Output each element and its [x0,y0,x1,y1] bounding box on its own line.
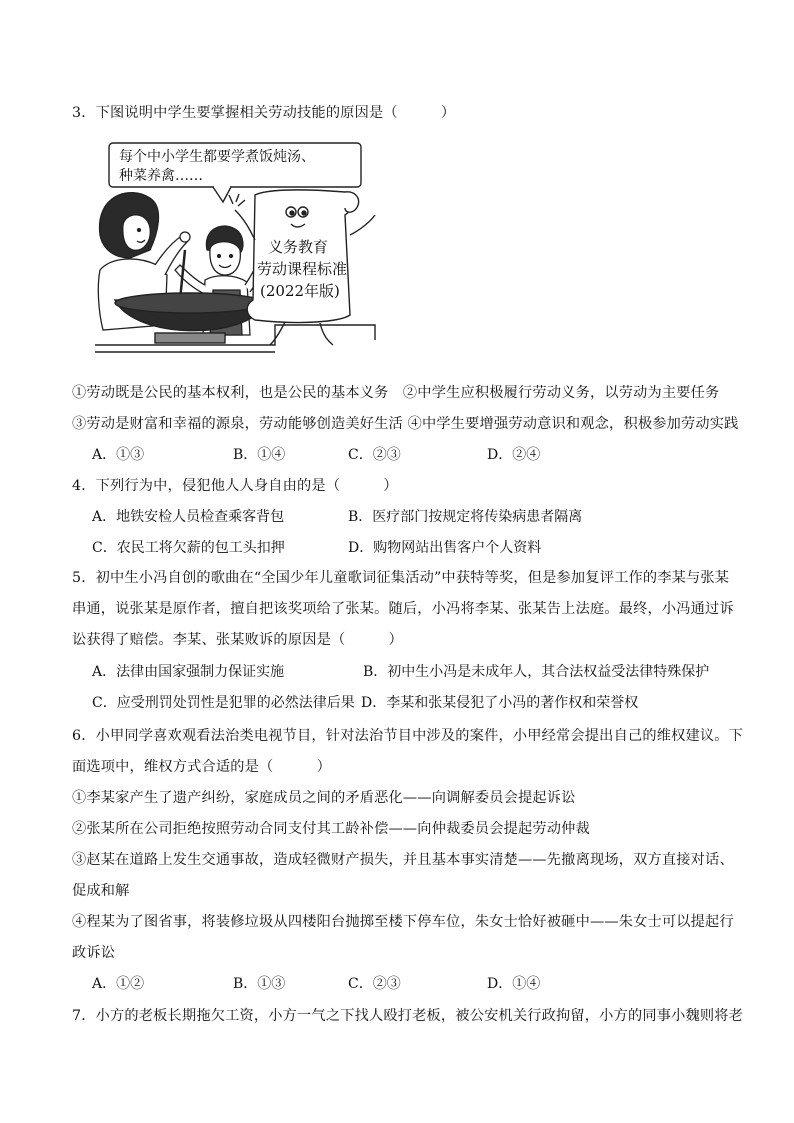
scroll-line-1: 义务教育 [268,238,329,256]
q5-option-d[interactable]: D．李某和张某侵犯了小冯的著作权和荣誉权 [361,695,639,711]
q6-option-d[interactable]: D．①④ [487,976,541,992]
q6-stem-line-2: 面选项中，维权方式合适的是（ ） [72,759,331,775]
q5-option-c[interactable]: C．应受刑罚处罚性是犯罪的必然法律后果 [92,695,355,711]
q5-option-a[interactable]: A．法律由国家强制力保证实施 [92,664,285,680]
speech-line-1: 每个中小学生都要学煮饭炖汤、 [119,149,315,165]
q6-stem-line-1: 6．小甲同学喜欢观看法治类电视节目，针对法治节目中涉及的案件，小甲经常会提出自己的维权建议。下 [72,728,744,744]
q3-illustration [95,140,380,362]
q6-item-4-line-2: 政诉讼 [72,945,116,961]
speech-line-2: 种菜养禽…… [119,168,203,184]
q3-option-d[interactable]: D．②④ [487,447,541,463]
curriculum-scroll [229,190,375,345]
q4-option-a[interactable]: A．地铁安检人员检查乘客背包 [92,509,285,525]
q6-item-4-line-1: ④程某为了图省事，将装修垃圾从四楼阳台抛掷至楼下停车位，朱女士恰好被砸中——朱女士可以提起行 [72,914,734,930]
q6-option-a[interactable]: A．①② [92,976,145,992]
q3-statements-3-4: ③劳动是财富和幸福的源泉，劳动能够创造美好生活 ④中学生要增强劳动意识和观念，积极参加劳动实践 [72,416,739,432]
q6-item-3-line-2: 促成和解 [72,883,130,899]
q4-option-c[interactable]: C．农民工将欠薪的包工头扣押 [92,540,285,556]
q6-item-3-line-1: ③赵某在道路上发生交通事故，造成轻微财产损失，并且基本事实清楚——先撤离现场，双方直接对话、 [72,852,734,868]
q4-stem: 4．下列行为中，侵犯他人人身自由的是（ ） [72,478,398,494]
q4-option-d[interactable]: D．购物网站出售客户个人资料 [348,540,542,556]
q6-option-c[interactable]: C．②③ [348,976,401,992]
q5-stem-line-2: 串通，说张某是原作者，擅自把该奖项给了张某。随后，小冯将李某、张某告上法庭。最终，小冯通过诉 [72,601,734,617]
q5-option-b[interactable]: B．初中生小冯是未成年人，其合法权益受法律特殊保护 [363,664,710,680]
q5-stem-line-1: 5．初中生小冯自创的歌曲在“全国少年儿童歌词征集活动”中获特等奖，但是参加复评工作的李某与张某 [72,570,730,586]
q4-option-b[interactable]: B．医疗部门按规定将传染病患者隔离 [348,509,583,525]
scroll-line-3: (2022年版) [260,282,340,300]
q3-statements-1-2: ①劳动既是公民的基本权利，也是公民的基本义务 ②中学生应积极履行劳动义务，以劳动为主要任务 [72,385,720,401]
q6-item-2: ②张某所在公司拒绝按照劳动合同支付其工龄补偿——向仲裁委员会提起劳动仲裁 [72,821,590,837]
scroll-line-2: 劳动课程标准 [257,260,348,278]
q3-option-b[interactable]: B．①④ [233,447,286,463]
q7-stem-line-1: 7．小方的老板长期拖欠工资，小方一气之下找人殴打老板，被公安机关行政拘留，小方的同事小魏则将老 [72,1008,744,1024]
q6-option-b[interactable]: B．①③ [233,976,286,992]
q3-option-c[interactable]: C．②③ [348,447,401,463]
q6-item-1: ①李某家产生了遗产纠纷，家庭成员之间的矛盾恶化——向调解委员会提起诉讼 [72,790,576,806]
q3-option-a[interactable]: A．①③ [92,447,145,463]
q5-stem-line-3: 讼获得了赔偿。李某、张某败诉的原因是（ ） [72,632,403,648]
q3-stem: 3．下图说明中学生要掌握相关劳动技能的原因是（ ） [72,105,456,121]
